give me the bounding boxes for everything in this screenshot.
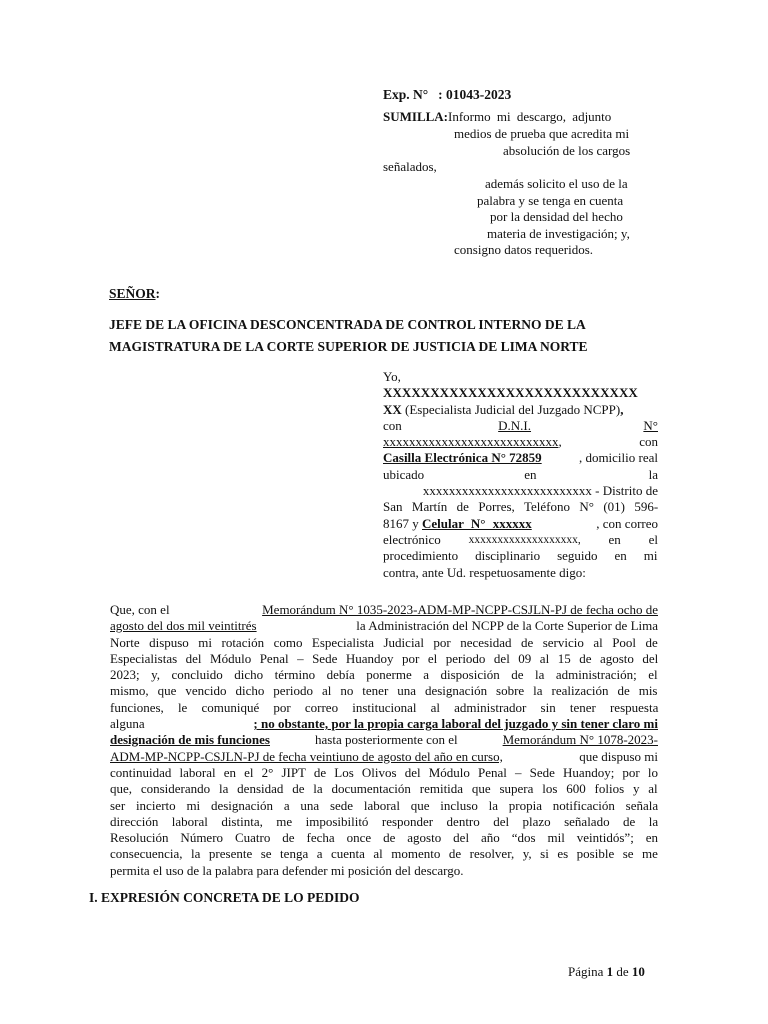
body-line-11: continuidad laboral en el 2° JIPT de Los Olivos del Módulo Penal – Sede Huandoy; por lo: [110, 764, 658, 780]
id-domicilio: , domicilio real: [578, 450, 658, 466]
id-con: con: [383, 417, 402, 433]
body-line-4: Especialistas del Módulo Penal – Sede Huandoy por el periodo del 09 al 15 de agosto del: [110, 650, 659, 666]
footer-page-word: Página: [568, 964, 604, 979]
body-no-obstante: ; no obstante, por la propia carga laboral del juzgado y sin tener claro mi: [253, 716, 658, 732]
sumilla-line-5: además solicito el uso de la: [485, 176, 628, 191]
body-memo-2-a: Memorándum N° 1078-2023-: [502, 732, 658, 748]
body-hasta: hasta posteriormente con el: [311, 732, 461, 748]
sumilla-line-8: materia de investigación; y,: [487, 226, 630, 241]
body-memo-1-date: agosto del dos mil veintitrés: [110, 618, 257, 634]
id-dni-comma: ,: [558, 434, 562, 450]
id-line-2: XXXXXXXXXXXXXXXXXXXXXXXXXXX: [383, 385, 638, 401]
body-memo-1: Memorándum N° 1035-2023-ADM-MP-NCPP-CSJLN-PJ de fecha ocho de: [262, 602, 658, 617]
id-line-1: Yo,: [383, 369, 401, 384]
body-line-14: dirección laboral distinta, me imposibilitó responder dentro del plazo señalado de la: [110, 813, 659, 829]
id-n-label: N°: [643, 417, 658, 433]
id-line-10: [383, 516, 658, 532]
id-phone-tail: 8167 y: [383, 515, 422, 531]
addressee-line-2: MAGISTRATURA DE LA CORTE SUPERIOR DE JUSTICIA DE LIMA NORTE: [109, 339, 588, 354]
id-line-8: xxxxxxxxxxxxxxxxxxxxxxxxxx - Distrito de: [422, 483, 658, 499]
senor-colon: :: [155, 286, 161, 301]
body-line-2-rest: la Administración del NCPP de la Corte Superior de Lima: [353, 618, 658, 634]
id-line-5: [383, 434, 658, 450]
expediente-number: [383, 87, 511, 103]
body-line-9: [110, 732, 658, 748]
id-dni-label: D.N.I.: [498, 417, 532, 433]
body-alguna: alguna: [110, 716, 145, 732]
body-line-2: [110, 618, 658, 634]
sumilla-label: SUMILLA:: [383, 109, 449, 124]
addressee-line-1: JEFE DE LA OFICINA DESCONCENTRADA DE CONTROL INTERNO DE LA: [109, 317, 586, 332]
footer-of-word: de: [616, 964, 629, 979]
id-line-11: [383, 532, 658, 548]
body-que-dispuso: que dispuso mi: [576, 748, 658, 764]
addressee-title: [109, 314, 649, 358]
body-line-16: consecuencia, la presente se tenga a cuenta al momento de resolver, y, si es posible se me: [110, 846, 658, 862]
id-role: (Especialista Judicial del Juzgado NCPP): [401, 401, 621, 417]
id-electronico: electrónico: [383, 531, 441, 547]
id-line-7: [383, 467, 658, 483]
sumilla-line-3: absolución de los cargos: [503, 143, 631, 158]
id-line-4: [383, 418, 658, 434]
exp-value: : 01043-2023: [438, 87, 512, 102]
id-casilla: Casilla Electrónica N° 72859: [383, 450, 542, 466]
id-ubicado: ubicado: [383, 466, 425, 482]
id-line-3: [383, 402, 658, 418]
body-line-7: funciones, le comuniqué por correo institucional al administrador sin tener respuesta: [110, 699, 659, 715]
id-line-9: San Martín de Porres, Teléfono N° (01) 596-: [383, 499, 659, 515]
senor-label: SEÑOR: [109, 286, 156, 301]
id-el: el: [648, 531, 658, 547]
id-en-2: en: [608, 531, 621, 547]
body-line-8: [110, 716, 658, 732]
addressee-salutation: [109, 286, 160, 302]
id-celular: Celular N° xxxxxx: [422, 515, 532, 531]
sumilla-line-9: consigno datos requeridos.: [454, 242, 594, 257]
body-line-17: permita el uso de la palabra para defender mi posición del descargo.: [110, 862, 464, 878]
id-correo: , con correo: [596, 515, 658, 531]
id-line-6: [383, 450, 658, 466]
id-dni-value: xxxxxxxxxxxxxxxxxxxxxxxxxxx: [383, 434, 559, 450]
sumilla-line-2: medios de prueba que acredita mi: [454, 126, 630, 141]
id-line-13: contra, ante Ud. respetuosamente digo:: [383, 564, 586, 580]
body-paragraph: [110, 602, 658, 879]
body-que: Que, con el: [110, 602, 173, 617]
sumilla-line-6: palabra y se tenga en cuenta: [477, 193, 624, 208]
body-memo-2-b: ADM-MP-NCPP-CSJLN-PJ de fecha veintiuno de agosto del año en curso,: [110, 748, 503, 764]
sumilla-line-7: por la densidad del hecho: [490, 209, 623, 224]
id-la: la: [648, 466, 658, 482]
identification-block: [383, 369, 658, 581]
page-footer: [568, 964, 645, 980]
exp-label: Exp. N°: [383, 87, 429, 102]
sumilla-line-4: señalados,: [383, 159, 437, 174]
body-line-6: mismo, que vencido dicho periodo al no tener una designación sobre la realización de mis: [110, 683, 658, 699]
section-heading: I. EXPRESIÓN CONCRETA DE LO PEDIDO: [89, 890, 360, 905]
body-line-13: ser incierto mi designación a una sede laboral que incluso la propia notificación señala: [110, 797, 659, 813]
body-line-5: 2023; y, concluido dicho término debía ponerme a disposición de la administración; el: [110, 667, 658, 683]
id-xx: XX: [383, 401, 402, 417]
body-line-10: [110, 749, 658, 765]
id-con-2: con: [639, 434, 658, 450]
id-comma: ,: [620, 401, 624, 417]
body-line-15: Resolución Número Cuatro de fecha once de agosto del año “dos mil veintidós”; en: [110, 830, 659, 846]
body-designacion: designación de mis funciones: [110, 732, 270, 748]
id-line-12: procedimiento disciplinario seguido en mi: [383, 548, 658, 564]
id-email-value: xxxxxxxxxxxxxxxxxxx,: [468, 533, 581, 546]
sumilla-line-1: Informo mi descargo, adjunto: [448, 109, 612, 124]
footer-total-pages: 10: [631, 964, 645, 979]
id-en: en: [524, 466, 537, 482]
body-line-12: que, considerando la densidad de la documentación remitida que supera los 600 folios y al: [110, 781, 658, 797]
footer-page-number: 1: [606, 964, 614, 979]
body-line-3: Norte dispuso mi rotación como Especialista Judicial por necesidad de servicio al Pool de: [110, 634, 658, 650]
body-line-1: [110, 602, 658, 618]
